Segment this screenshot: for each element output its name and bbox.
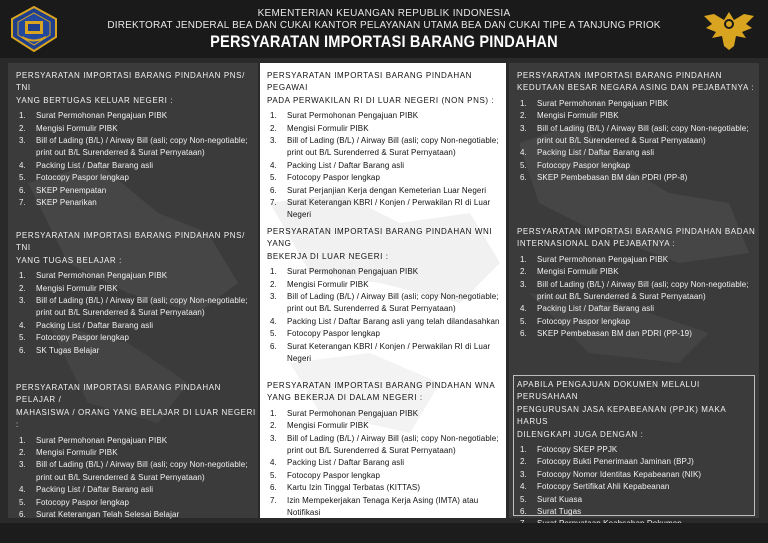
- list-item: 6. Surat Perjanjian Kerja dengan Kemeterian Luar Negeri: [270, 185, 487, 195]
- list-item-continuation: print out B/L Surenderred & Surat Pernyataan): [36, 308, 205, 318]
- section-pegawai-perwakilan: [267, 70, 503, 222]
- page-title: PERSYARATAN IMPORTASI BARANG PINDAHAN: [210, 32, 558, 51]
- requirements-list: [16, 270, 256, 357]
- list-item: 3. Bill of Lading (B/L) / Airway Bill (asli; copy Non-negotiable;: [19, 136, 248, 146]
- list-item: 3. Bill of Lading (B/L) / Airway Bill (asli; copy Non-negotiable;: [19, 296, 248, 306]
- list-item: 1. Surat Permohonan Pengajuan PIBK: [19, 271, 168, 281]
- list-item: 5. Fotocopy Paspor lengkap: [19, 333, 130, 343]
- section-pns-tni: [16, 70, 256, 209]
- list-item: 4. Packing List / Daftar Barang asli: [270, 458, 405, 468]
- list-item: 1. Surat Permohonan Pengajuan PIBK: [19, 435, 168, 445]
- section-pelajar: [16, 382, 256, 521]
- header-bar: [0, 0, 768, 58]
- list-item: 1. Surat Permohonan Pengajuan PIBK: [520, 98, 669, 108]
- list-item: 6. Kartu Izin Tinggal Terbatas (KITTAS): [270, 483, 421, 493]
- list-item-continuation: Notifikasi: [287, 508, 321, 518]
- list-item: 2. Mengisi Formulir PIBK: [520, 111, 619, 121]
- requirements-list: [16, 435, 256, 522]
- section-title: PERSYARATAN IMPORTASI BARANG PINDAHAN KEDUTAAN BESAR NEGARA ASING DAN PEJABATNYA :: [517, 71, 755, 93]
- list-item: 3. Bill of Lading (B/L) / Airway Bill (asli; copy Non-negotiable;: [270, 292, 499, 302]
- list-item: 6. SKEP Pembebasan BM dan PDRI (PP-19): [520, 329, 692, 339]
- section-kedutaan: [517, 70, 757, 185]
- list-item: 2. Mengisi Formulir PIBK: [520, 267, 619, 277]
- section-title: PERSYARATAN IMPORTASI BARANG PINDAHAN WNI YANG BEKERJA DI LUAR NEGERI :: [267, 227, 493, 261]
- list-item: 4. Packing List / Daftar Barang asli: [19, 485, 154, 495]
- section-title: PERSYARATAN IMPORTASI BARANG PINDAHAN WNA YANG BEKERJA DI DALAM NEGERI :: [267, 381, 496, 403]
- list-item-continuation: print out B/L Surenderred & Surat Pernyataan): [287, 148, 456, 158]
- list-item: 5. Fotocopy Paspor lengkap: [270, 173, 381, 183]
- section-title: PERSYARATAN IMPORTASI BARANG PINDAHAN PNS/ TNI YANG TUGAS BELAJAR :: [16, 231, 245, 265]
- requirements-list: [16, 110, 256, 209]
- list-item-continuation: Negeri: [287, 354, 312, 364]
- list-item: 6. SKEP Pembebasan BM dan PDRI (PP-8): [520, 173, 688, 183]
- list-item-continuation: print out B/L Surenderred & Surat Pernyataan): [287, 446, 456, 456]
- requirements-list: [267, 408, 503, 520]
- list-item: 6. Surat Keterangan KBRI / Konjen / Perwakilan RI di Luar: [270, 341, 491, 351]
- section-title: PERSYARATAN IMPORTASI BARANG PINDAHAN PEGAWAI PADA PERWAKILAN RI DI LUAR NEGERI (NON PNS) :: [267, 71, 495, 105]
- list-item: 6. SKEP Penempatan: [19, 185, 107, 195]
- list-item: 2. Mengisi Formulir PIBK: [19, 448, 118, 458]
- list-item: 4. Packing List / Daftar Barang asli: [520, 304, 655, 314]
- requirements-list: [267, 266, 503, 365]
- list-item: 1. Surat Permohonan Pengajuan PIBK: [19, 111, 168, 121]
- list-item: 2. Mengisi Formulir PIBK: [19, 283, 118, 293]
- requirements-list: [517, 98, 757, 185]
- list-item-continuation: Negeri: [287, 210, 312, 220]
- list-item: 5. Fotocopy Paspor lengkap: [270, 329, 381, 339]
- section-pns-tugas-belajar: [16, 230, 256, 357]
- list-item: 3. Bill of Lading (B/L) / Airway Bill (asli; copy Non-negotiable;: [19, 460, 248, 470]
- section-title: PERSYARATAN IMPORTASI BARANG PINDAHAN PELAJAR / MAHASISWA / ORANG YANG BELAJAR DI LUAR NEGERI :: [16, 383, 256, 430]
- requirements-list: [517, 254, 757, 341]
- list-item: 1. Surat Permohonan Pengajuan PIBK: [270, 111, 419, 121]
- list-item: 3. Bill of Lading (B/L) / Airway Bill (asli; copy Non-negotiable;: [270, 433, 499, 443]
- list-item: 1. Surat Permohonan Pengajuan PIBK: [520, 254, 669, 264]
- list-item: 5. Fotocopy Paspor lengkap: [19, 173, 130, 183]
- section-wni: [267, 226, 503, 365]
- list-item: 5. Surat Kuasa: [520, 494, 583, 504]
- list-item: 1. Surat Permohonan Pengajuan PIBK: [270, 267, 419, 277]
- list-item-continuation: print out B/L Surenderred & Surat Pernyataan): [287, 304, 456, 314]
- list-item: 2. Mengisi Formulir PIBK: [270, 279, 369, 289]
- list-item: 2. Mengisi Formulir PIBK: [270, 123, 369, 133]
- list-item: 5. Fotocopy Paspor lengkap: [520, 316, 631, 326]
- list-item: 4. Packing List / Daftar Barang asli yang telah dilandasahkan: [270, 316, 500, 326]
- list-item: 6. Surat Tugas: [520, 507, 582, 517]
- list-item: 5. Fotocopy Paspor lengkap: [520, 160, 631, 170]
- section-ppjk: [517, 379, 753, 543]
- requirements-list: [267, 110, 503, 222]
- list-item-continuation: print out B/L Surenderred & Surat Pernyataan): [537, 292, 706, 302]
- list-item: 3. Fotocopy Nomor Identitas Kepabeanan (NIK): [520, 469, 702, 479]
- section-title: PERSYARATAN IMPORTASI BARANG PINDAHAN PNS/ TNI YANG BERTUGAS KELUAR NEGERI :: [16, 71, 245, 105]
- list-item-continuation: print out B/L Surenderred & Surat Pernyataan): [36, 148, 205, 158]
- list-item: 1. Fotocopy SKEP PPJK: [520, 445, 618, 455]
- list-item: 4. Fotocopy Sertifikat Ahli Kepabeanan: [520, 482, 670, 492]
- list-item: 2. Fotocopy Bukti Penerimaan Jaminan (BPJ): [520, 457, 694, 467]
- list-item: 4. Packing List / Daftar Barang asli: [270, 160, 405, 170]
- list-item-continuation: print out B/L Surenderred & Surat Pernyataan): [537, 136, 706, 146]
- list-item: 7. SKEP Penarikan: [19, 198, 97, 208]
- section-title: PERSYARATAN IMPORTASI BARANG PINDAHAN BADAN INTERNASIONAL DAN PEJABATNYA :: [517, 227, 756, 249]
- list-item: 2. Mengisi Formulir PIBK: [270, 421, 369, 431]
- list-item: 7. Izin Mempekerjakan Tenaga Kerja Asing (IMTA) atau: [270, 495, 479, 505]
- list-item: 6. Surat Keterangan Telah Selesai Belajar: [19, 510, 180, 520]
- list-item: 1. Surat Permohonan Pengajuan PIBK: [270, 408, 419, 418]
- list-item: 5. Fotocopy Paspor lengkap: [270, 470, 381, 480]
- ministry-name: KEMENTERIAN KEUANGAN REPUBLIK INDONESIA: [257, 8, 511, 19]
- office-name: DIREKTORAT JENDERAL BEA DAN CUKAI KANTOR PELAYANAN UTAMA BEA DAN CUKAI TIPE A TANJUNG PRIOK: [107, 20, 661, 31]
- section-title: APABILA PENGAJUAN DOKUMEN MELALUI PERUSAHAAN PENGURUSAN JASA KEPABEANAN (PPJK) MAKA HARUS DILENGKAPI JUGA DENGAN :: [517, 380, 726, 439]
- list-item: 3. Bill of Lading (B/L) / Airway Bill (asli; copy Non-negotiable;: [270, 136, 499, 146]
- list-item: 4. Packing List / Daftar Barang asli: [19, 160, 154, 170]
- list-item-continuation: print out B/L Surenderred & Surat Pernyataan): [36, 472, 205, 482]
- list-item: 3. Bill of Lading (B/L) / Airway Bill (asli; copy Non-negotiable;: [520, 123, 749, 133]
- list-item: 7. Surat Keterangan KBRI / Konjen / Perwakilan RI di Luar: [270, 198, 491, 208]
- list-item: 6. SK Tugas Belajar: [19, 345, 100, 355]
- list-item: 4. Packing List / Daftar Barang asli: [520, 148, 655, 158]
- list-item: 3. Bill of Lading (B/L) / Airway Bill (asli; copy Non-negotiable;: [520, 279, 749, 289]
- list-item: 5. Fotocopy Paspor lengkap: [19, 497, 130, 507]
- customs-eagle-emblem-icon: [700, 6, 758, 54]
- section-wna: [267, 380, 503, 519]
- footer-bar: [0, 523, 768, 543]
- list-item: 2. Mengisi Formulir PIBK: [19, 123, 118, 133]
- list-item: 4. Packing List / Daftar Barang asli: [19, 320, 154, 330]
- section-badan-internasional: [517, 226, 757, 341]
